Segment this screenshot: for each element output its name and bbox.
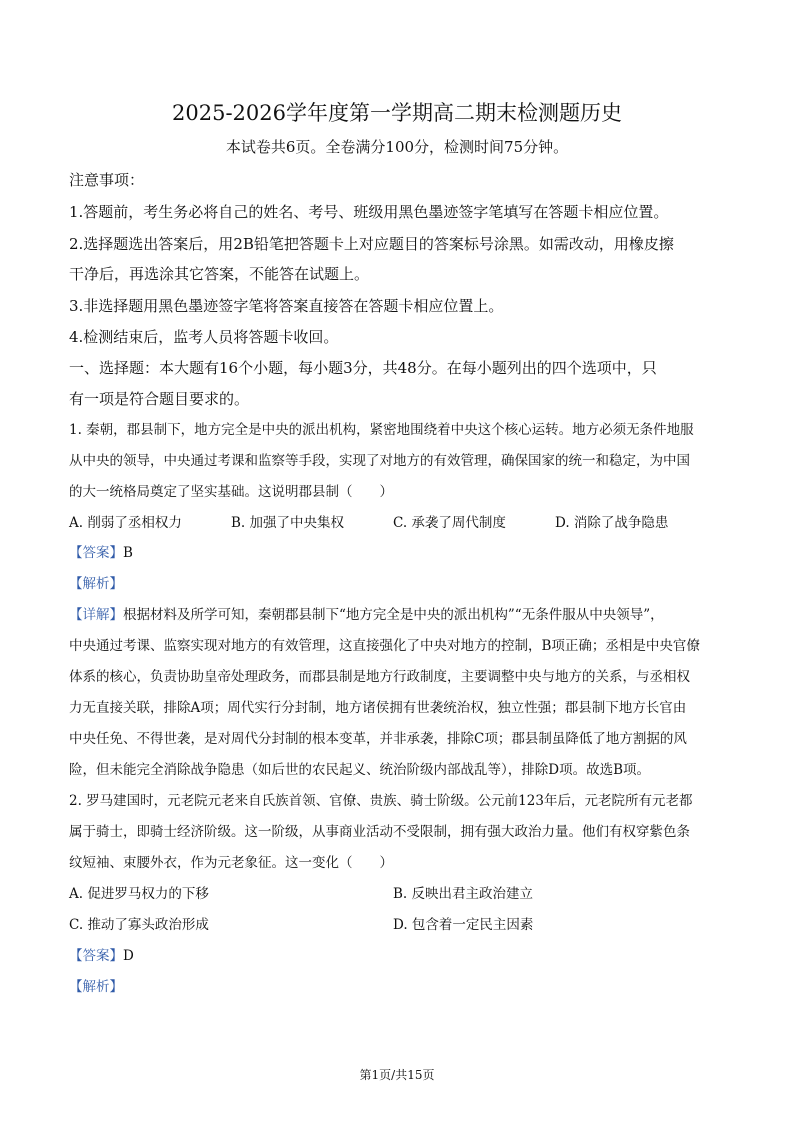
answer-tag: 【答案】	[69, 545, 123, 561]
q1-stem-line: 从中央的领导，中央通过考课和监察等手段，实现了对地方的有效管理，确保国家的统一和稳定，为中国	[69, 453, 690, 469]
q2-option-a: A. 促进罗马权力的下移	[69, 886, 209, 902]
notice-item: 4.检测结束后，监考人员将答题卡收回。	[69, 328, 339, 346]
q2-analysis-tag: 【解析】	[69, 979, 123, 995]
answer-value: B	[123, 545, 133, 561]
notice-heading: 注意事项：	[69, 171, 145, 189]
page-title: 2025-2026学年度第一学期高二期末检测题历史	[172, 101, 622, 125]
q1-detail-line: 中央任免、不得世袭，是对周代分封制的根本变革，并非承袭，排除C项；郡县制虽降低了地方割据的风	[69, 731, 687, 747]
section-heading: 一、选择题：本大题有16个小题，每小题3分，共48分。在每小题列出的四个选项中，只	[69, 359, 657, 377]
q1-answer	[69, 543, 729, 563]
q2-answer	[69, 946, 729, 966]
answer-tag: 【答案】	[69, 948, 123, 964]
q2-option-b: B. 反映出君主政治建立	[393, 886, 534, 902]
q2-stem-line: 2. 罗马建国时，元老院元老来自氏族首领、官僚、贵族、骑士阶级。公元前123年后，元老院所有元老都	[69, 793, 693, 809]
q1-stem-line: 1. 秦朝，郡县制下，地方完全是中央的派出机构，紧密地围绕着中央这个核心运转。地方必须无条件地服	[69, 422, 694, 438]
notice-item: 1.答题前，考生务必将自己的姓名、考号、班级用黑色墨迹签字笔填写在答题卡相应位置。	[69, 203, 669, 221]
answer-value: D	[123, 948, 134, 964]
q1-detail-line	[69, 605, 729, 625]
section-heading: 有一项是符合题目要求的。	[69, 390, 250, 408]
q2-stem-line: 属于骑士，即骑士经济阶级。这一阶级，从事商业活动不受限制，拥有强大政治力量。他们有权穿紫色条	[69, 824, 690, 840]
q1-detail-line: 中央通过考课、监察实现对地方的有效管理，这直接强化了中央对地方的控制，B项正确；丞相是中央官僚	[69, 638, 700, 654]
q2-option-d: D. 包含着一定民主因素	[393, 917, 534, 933]
notice-item: 3.非选择题用黑色墨迹签字笔将答案直接答在答题卡相应位置上。	[69, 297, 504, 315]
detail-tag: 【详解】	[69, 607, 123, 623]
q1-detail-line: 力无直接关联，排除A项；周代实行分封制，地方诸侯拥有世袭统治权，独立性强；郡县制下地方长官由	[69, 700, 687, 716]
q1-stem-line: 的大一统格局奠定了坚实基础。这说明郡县制（ ）	[69, 484, 393, 500]
q2-option-c: C. 推动了寡头政治形成	[69, 917, 209, 933]
q2-stem-line: 纹短袖、束腰外衣，作为元老象征。这一变化（ ）	[69, 855, 393, 871]
notice-item: 2.选择题选出答案后，用2B铅笔把答题卡上对应题目的答案标号涂黑。如需改动，用橡皮擦	[69, 235, 674, 253]
q1-detail-line: 险，但未能完全消除战争隐患（如后世的农民起义、统治阶级内部战乱等），排除D项。故选B项。	[69, 762, 650, 778]
q1-option-a: A. 削弱了丞相权力	[69, 515, 182, 531]
q1-option-d: D. 消除了战争隐患	[555, 515, 669, 531]
page-footer: 第1页/共15页	[359, 1068, 435, 1082]
detail-text: 根据材料及所学可知，秦朝郡县制下“地方完全是中央的派出机构”“无条件服从中央领导”，	[123, 607, 664, 623]
q1-analysis-tag: 【解析】	[69, 576, 123, 592]
q1-detail-line: 体系的核心，负责协助皇帝处理政务，而郡县制是地方行政制度，主要调整中央与地方的关系，与丞相权	[69, 669, 690, 685]
q1-option-c: C. 承袭了周代制度	[393, 515, 506, 531]
q1-option-b: B. 加强了中央集权	[231, 515, 345, 531]
notice-item: 干净后，再选涂其它答案，不能答在试题上。	[69, 265, 370, 283]
page-subtitle: 本试卷共6页。全卷满分100分，检测时间75分钟。	[225, 138, 569, 156]
